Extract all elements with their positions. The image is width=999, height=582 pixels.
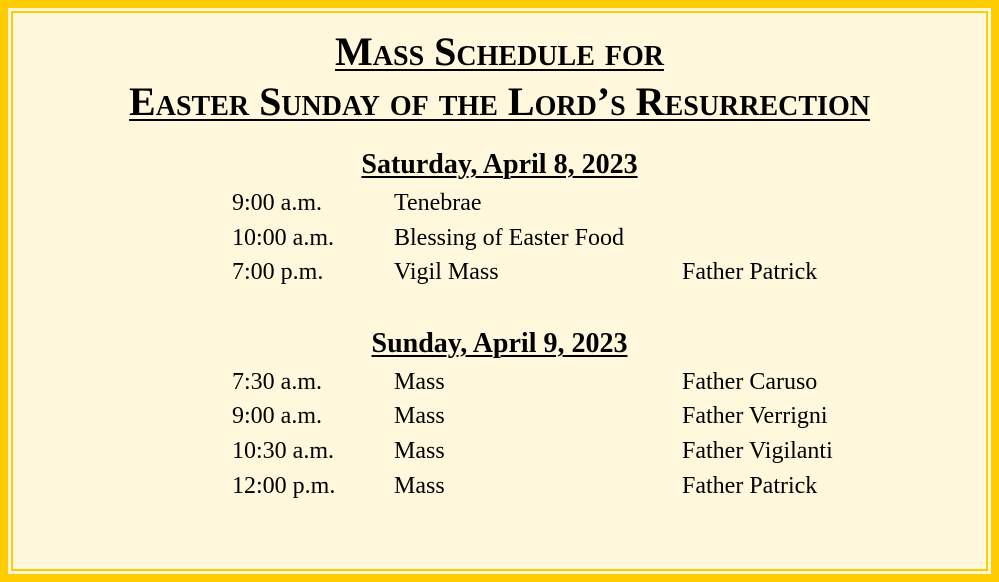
row-event: Vigil Mass — [394, 259, 499, 285]
row-time: 7:30 a.m. — [232, 369, 322, 395]
row-event: Mass — [394, 369, 445, 395]
schedule-row-saturday-3 — [0, 256, 999, 288]
row-event: Tenebrae — [394, 190, 482, 216]
row-celebrant: Father Verrigni — [682, 403, 828, 429]
schedule-row-sunday-3 — [0, 435, 999, 467]
schedule-row-sunday-1 — [0, 366, 999, 398]
row-time: 10:30 a.m. — [232, 438, 334, 464]
row-time: 12:00 p.m. — [232, 473, 336, 499]
schedule-row-sunday-2 — [0, 400, 999, 432]
title-line-2 — [0, 80, 999, 124]
row-celebrant: Father Patrick — [682, 259, 818, 285]
saturday-heading — [0, 149, 999, 181]
title-line-1 — [0, 30, 999, 74]
row-time: 7:00 p.m. — [232, 259, 324, 285]
row-event: Mass — [394, 438, 445, 464]
title-line-1-text: Mass Schedule for — [335, 29, 664, 74]
title-line-2-text: Easter Sunday of the Lord’s Resurrection — [129, 79, 870, 124]
sunday-heading-text: Sunday, April 9, 2023 — [371, 328, 628, 359]
row-event: Blessing of Easter Food — [394, 225, 624, 251]
schedule-row-saturday-1 — [0, 187, 999, 219]
saturday-heading-text: Saturday, April 8, 2023 — [361, 149, 638, 180]
row-celebrant: Father Caruso — [682, 369, 818, 395]
sunday-heading — [0, 328, 999, 360]
row-time: 9:00 a.m. — [232, 190, 322, 216]
row-event: Mass — [394, 403, 445, 429]
row-time: 9:00 a.m. — [232, 403, 322, 429]
schedule-row-saturday-2 — [0, 222, 999, 254]
row-celebrant: Father Patrick — [682, 473, 818, 499]
schedule-row-sunday-4 — [0, 470, 999, 502]
row-event: Mass — [394, 473, 445, 499]
row-time: 10:00 a.m. — [232, 225, 334, 251]
row-celebrant: Father Vigilanti — [682, 438, 833, 464]
